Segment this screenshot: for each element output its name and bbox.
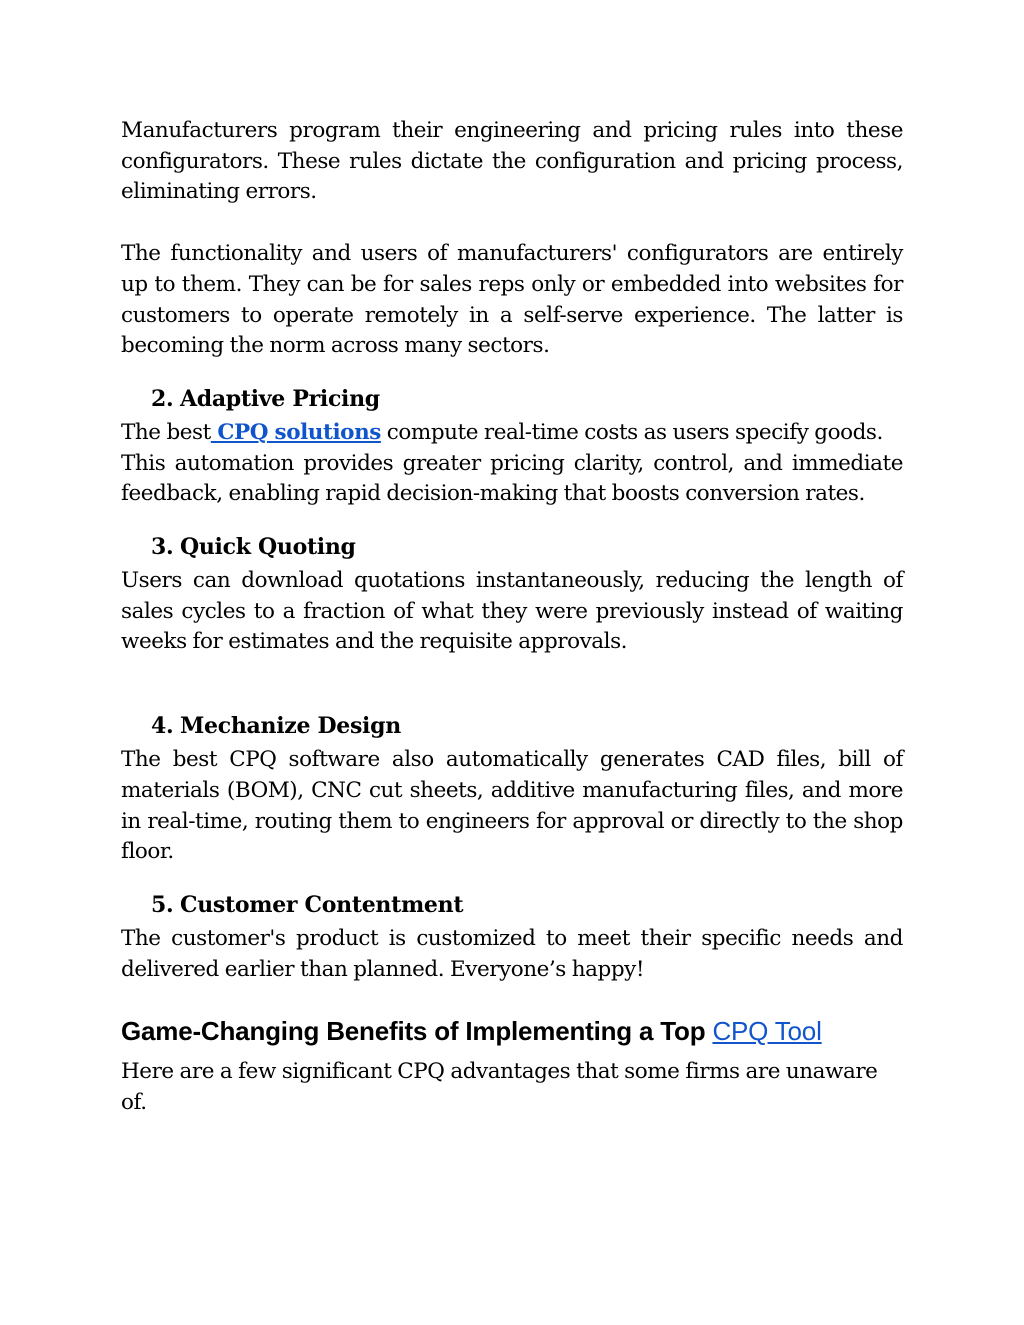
heading-text: Quick Quoting [180, 534, 356, 561]
heading-text: Mechanize Design [180, 713, 401, 740]
list-number: 2. [151, 385, 174, 412]
section-spacer [121, 658, 903, 711]
section-spacer [121, 362, 903, 384]
heading-mechanize-design [121, 711, 903, 741]
paragraph-quick-quoting: Users can download quotations instantaneously, reducing the length of sales cycles to a fraction of what they were previously instead of waiting weeks for estimates and the requisite approvals. [121, 568, 903, 655]
paragraph-adaptive-pricing: This automation provides greater pricing clarity, control, and immediate feedback, enabling rapid decision-making that boosts conversion rates. [121, 450, 903, 507]
heading-text: Adaptive Pricing [180, 385, 380, 412]
list-number: 4. [151, 713, 174, 740]
list-number: 5. [151, 891, 174, 918]
heading-text: Game-Changing Benefits of Implementing a Top [121, 1016, 713, 1047]
heading-game-changing-benefits [121, 1013, 903, 1049]
cpq-tool-link[interactable]: CPQ Tool [712, 1016, 822, 1047]
paragraph-mechanize-design: The best CPQ software also automatically generates CAD files, bill of materials (BOM), CNC cut sheets, additive manufacturing files, and more in real-time, routing them to engineers for approval or directly to the shop floor. [121, 747, 903, 865]
heading-customer-contentment [121, 890, 903, 920]
section-spacer [121, 868, 903, 890]
paragraph-cpq-solutions-line [121, 418, 903, 449]
document-page [121, 116, 903, 1119]
heading-adaptive-pricing [121, 384, 903, 414]
paragraph-spacer [121, 208, 903, 239]
section-spacer [121, 985, 903, 1013]
paragraph-configurator-users: The functionality and users of manufacturers' configurators are entirely up to them. They can be for sales reps only or embedded into websites for customers to operate remotely in a self-serve experience. The latter is becoming the norm across many sectors. [121, 241, 903, 359]
section-spacer [121, 510, 903, 532]
heading-text: Customer Contentment [180, 891, 464, 918]
paragraph-customer-contentment: The customer's product is customized to meet their specific needs and delivered earlier than planned. Everyone’s happy! [121, 925, 903, 982]
list-number: 3. [151, 534, 174, 561]
text-run: compute real-time costs as users specify goods. [380, 419, 883, 445]
text-run: The best [121, 419, 211, 445]
paragraph-closing: Here are a few significant CPQ advantages that some firms are unaware of. [121, 1059, 878, 1116]
cpq-solutions-link[interactable]: CPQ solutions [210, 419, 381, 445]
heading-quick-quoting [121, 532, 903, 562]
paragraph-configurator-rules: Manufacturers program their engineering and pricing rules into these configurators. These rules dictate the configuration and pricing process, eliminating errors. [121, 118, 903, 205]
heading-spacer [121, 1049, 903, 1057]
